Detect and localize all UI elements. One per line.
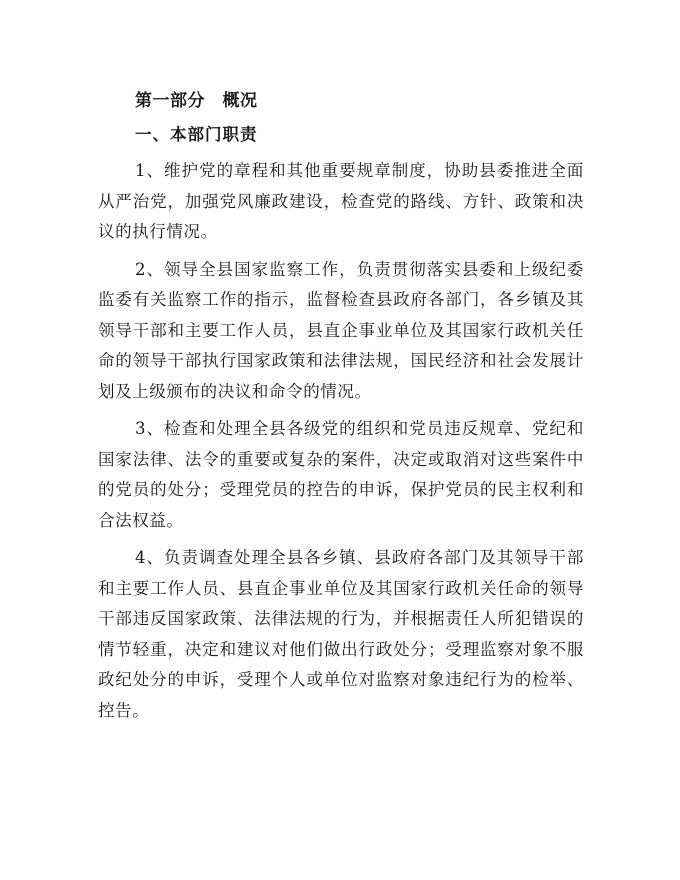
section-heading: 一、本部门职责 [135,125,258,144]
duty-paragraph-1: 1、维护党的章程和其他重要规章制度，协助县委推进全面从严治党，加强党风廉政建设，检查党的路线、方针、政策和决议的执行情况。 [98,161,584,241]
part-title: 第一部分 概况 [135,91,258,111]
duty-paragraph-2: 2、领导全县国家监察工作，负责贯彻落实县委和上级纪委监委有关监察工作的指示，监督检查县政府各部门，各乡镇及其领导干部和主要工作人员，县直企事业单位及其国家行政机关任命的领导干部执行国家政策和法律法规，国民经济和社会发展计划及上级颁布的决议和命令的情况。 [98,259,584,401]
document-body [98,86,584,726]
duty-paragraph-4: 4、负责调查处理全县各乡镇、县政府各部门及其领导干部和主要工作人员、县直企事业单位及其国家行政机关任命的领导干部违反国家政策、法律法规的行为，并根据责任人所犯错误的情节轻重，决定和建议对他们做出行政处分；受理监察对象不服政纪处分的申诉，受理个人或单位对监察对象违纪行为的检举、控告。 [98,548,584,720]
duty-paragraph-3: 3、检查和处理全县各级党的组织和党员违反规章、党纪和国家法律、法令的重要或复杂的案件，决定或取消对这些案件中的党员的处分；受理党员的控告的申诉，保护党员的民主权利和合法权益。 [98,419,584,530]
